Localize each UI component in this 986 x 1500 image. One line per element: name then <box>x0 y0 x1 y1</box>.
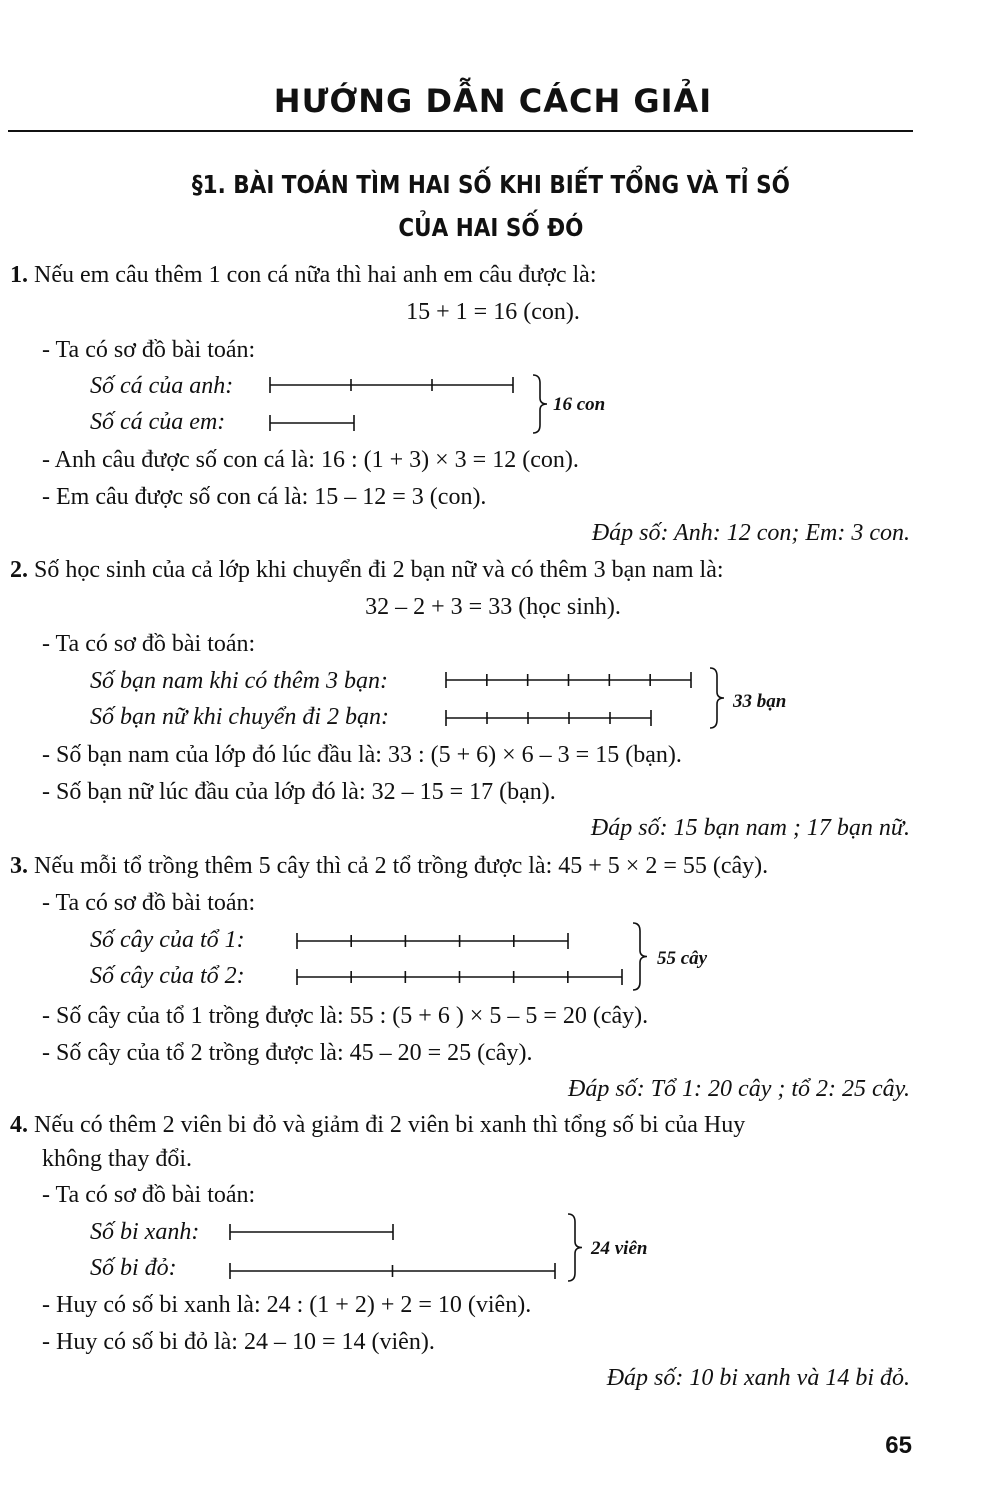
problem-4-number: 4. <box>10 1112 28 1138</box>
problem-4-total: 24 viên <box>591 1238 648 1259</box>
problem-2-row2-label: Số bạn nữ khi chuyển đi 2 bạn: <box>90 704 390 730</box>
problem-4-diagram-intro: - Ta có sơ đồ bài toán: <box>42 1182 256 1208</box>
page-number: 65 <box>885 1432 912 1459</box>
problem-3-step-1: - Số cây của tổ 1 trồng được là: 55 : (5 + 6 ) × 5 – 5 = 20 (cây). <box>42 1003 649 1029</box>
brace-shape <box>568 1214 582 1281</box>
problem-2-row1-label: Số bạn nam khi có thêm 3 bạn: <box>90 668 388 694</box>
problem-3-row2-label: Số cây của tổ 2: <box>90 963 245 989</box>
problem-1-intro-text: Nếu em câu thêm 1 con cá nữa thì hai anh em câu được là: <box>28 262 597 288</box>
problem-3-step-2: - Số cây của tổ 2 trồng được là: 45 – 20 = 25 (cây). <box>42 1040 533 1066</box>
p4-bar-2 <box>230 1263 555 1279</box>
page-title: HƯỚNG DẪN CÁCH GIẢI <box>273 82 713 120</box>
problem-4-row1-label: Số bi xanh: <box>90 1219 200 1245</box>
problem-2-intro-text: Số học sinh của cả lớp khi chuyển đi 2 bạn nữ và có thêm 3 bạn nam là: <box>28 557 724 583</box>
problem-3-answer: Đáp số: Tổ 1: 20 cây ; tổ 2: 25 cây. <box>568 1076 910 1102</box>
section-title-line1: §1. BÀI TOÁN TÌM HAI SỐ KHI BIẾT TỔNG VÀ TỈ SỐ <box>191 170 790 199</box>
problem-2-answer: Đáp số: 15 bạn nam ; 17 bạn nữ. <box>590 815 910 841</box>
problem-2-diagram-intro: - Ta có sơ đồ bài toán: <box>42 631 256 657</box>
problem-2-step-2: - Số bạn nữ lúc đầu của lớp đó là: 32 – 15 = 17 (bạn). <box>42 779 556 805</box>
problem-3-total: 55 cây <box>657 948 708 969</box>
problem-3-number: 3. <box>10 853 28 879</box>
problem-4-step-2: - Huy có số bi đỏ là: 24 – 10 = 14 (viên). <box>42 1329 435 1355</box>
problem-4-row2-label: Số bi đỏ: <box>90 1255 177 1281</box>
problem-3-diagram-intro: - Ta có sơ đồ bài toán: <box>42 890 256 916</box>
problem-1-number: 1. <box>10 262 28 288</box>
p4-bar-1 <box>230 1224 393 1240</box>
problem-3-row1-label: Số cây của tổ 1: <box>90 927 245 953</box>
problem-2-number: 2. <box>10 557 28 583</box>
problem-4-intro-line2: không thay đổi. <box>42 1146 192 1172</box>
problem-1-total: 16 con <box>553 394 606 415</box>
problem-1-diagram-intro: - Ta có sơ đồ bài toán: <box>42 337 256 363</box>
problem-4-intro-text: Nếu có thêm 2 viên bi đỏ và giảm đi 2 viên bi xanh thì tổng số bi của Huy <box>28 1112 746 1138</box>
problem-2-step-1: - Số bạn nam của lớp đó lúc đầu là: 33 : (5 + 6) × 6 – 3 = 15 (bạn). <box>42 742 682 768</box>
p4-brace <box>568 1214 582 1281</box>
problem-4-step-1: - Huy có số bi xanh là: 24 : (1 + 2) + 2 = 10 (viên). <box>42 1292 532 1318</box>
problem-1-calc: 15 + 1 = 16 (con). <box>406 299 580 325</box>
problem-1-step-1: - Anh câu được số con cá là: 16 : (1 + 3) × 3 = 12 (con). <box>42 447 579 473</box>
problem-1-step-2: - Em câu được số con cá là: 15 – 12 = 3 (con). <box>42 484 487 510</box>
problem-4-answer: Đáp số: 10 bi xanh và 14 bi đỏ. <box>606 1365 910 1391</box>
problem-1-answer: Đáp số: Anh: 12 con; Em: 3 con. <box>591 520 910 546</box>
section-title-line2: CỦA HAI SỐ ĐÓ <box>398 213 584 242</box>
problem-1-row2-label: Số cá của em: <box>90 409 226 435</box>
problem-3-intro-text: Nếu mỗi tổ trồng thêm 5 cây thì cả 2 tổ trồng được là: 45 + 5 × 2 = 55 (cây). <box>28 853 769 879</box>
problem-2-calc: 32 – 2 + 3 = 33 (học sinh). <box>365 594 621 620</box>
problem-2-total: 33 bạn <box>733 691 787 712</box>
problem-1-row1-label: Số cá của anh: <box>90 373 234 399</box>
